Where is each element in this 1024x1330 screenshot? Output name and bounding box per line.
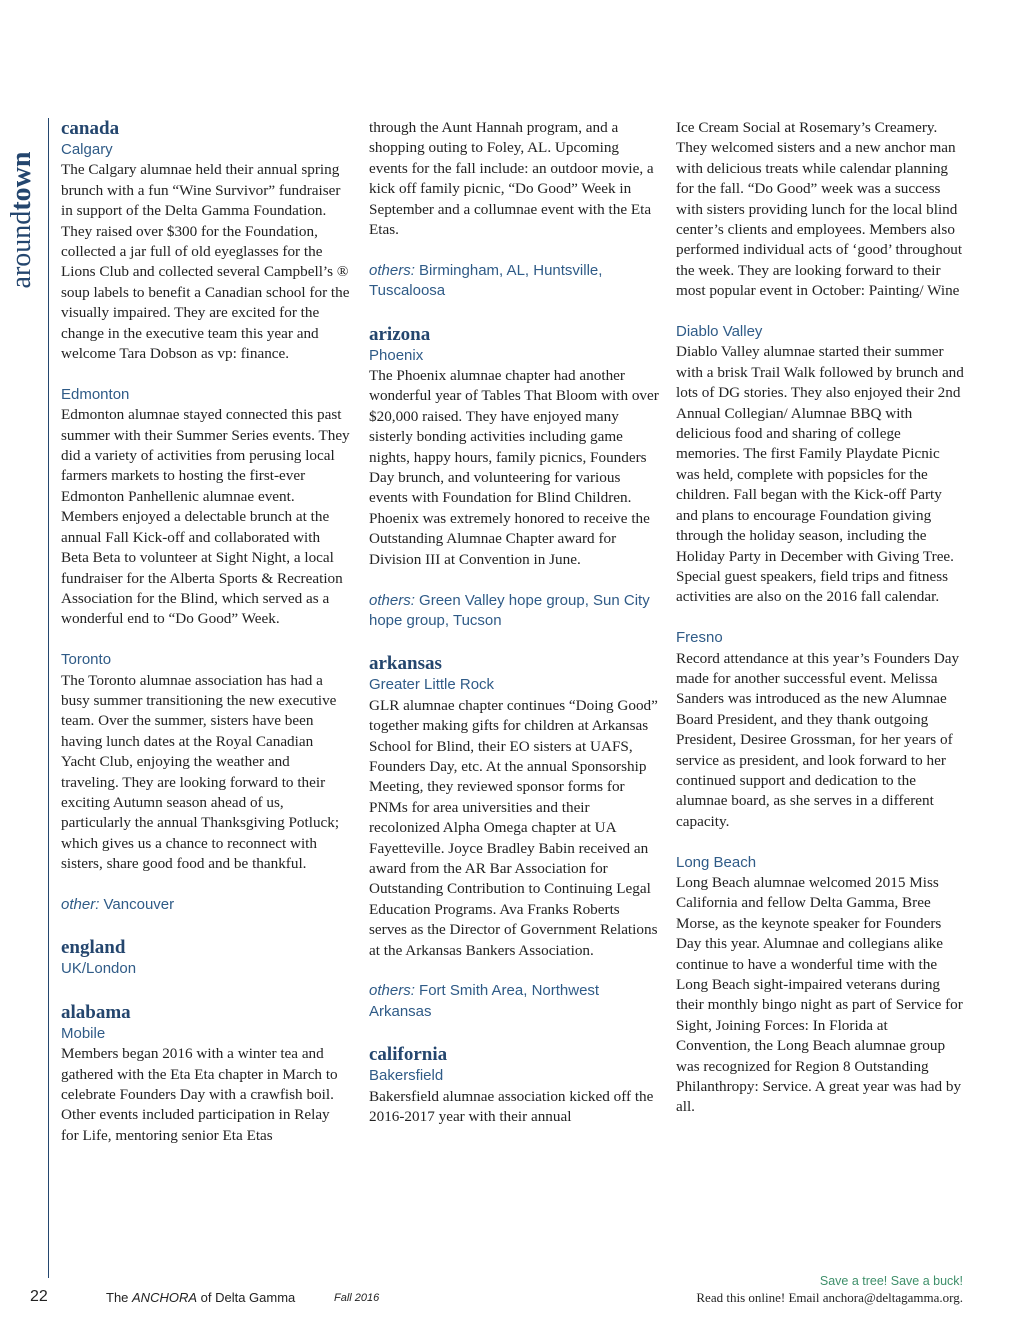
column-1 bbox=[61, 118, 351, 1146]
magazine-title-suffix: of Delta Gamma bbox=[197, 1290, 296, 1305]
section-title-vertical bbox=[0, 120, 44, 320]
long-beach-body: Long Beach alumnae welcomed 2015 Miss California and fellow Delta Gamma, Bree Morse, as the keynote speaker for Founders Day this year. Alumnae and collegians alike continue to have a wonderful time with the Long Beach sight-impaired veterans during their monthly bingo night as part of Service for Sight, Joining Forces: In Florida at Convention, the Long Beach alumnae group was recognized for Region 8 Outstanding Philanthropy: Service. A great year was had by all. bbox=[676, 873, 963, 1116]
state-heading-arizona: arizona bbox=[369, 323, 431, 345]
mobile-body-continued: through the Aunt Hannah program, and a shopping outing to Foley, AL. Upcoming events for the fall include: an outdoor movie, a kick off family picnic, “Do Good” Week in September and a collumnae event with the Eta Etas. bbox=[369, 119, 654, 239]
arizona-others-value: Green Valley hope group, Sun City hope group, Tucson bbox=[369, 591, 650, 629]
arkansas-others-value: Fort Smith Area, Northwest Arkansas bbox=[369, 982, 600, 1020]
alabama-others bbox=[369, 261, 659, 302]
city-heading-bakersfield: Bakersfield bbox=[369, 1067, 444, 1085]
bakersfield-body-continued: Ice Cream Social at Rosemary’s Creamery. They welcomed sisters and a new anchor man with delicious treats while calendar planning for the fall. “Do Good” week was a success with sisters providing lunch for the local blind center’s clients and employees. Members also performed individual acts of ‘good’ throughout the week. They are looking forward to their most popular event in October: Painting/ Wine bbox=[676, 119, 963, 300]
canada-others-label: other: bbox=[61, 895, 100, 913]
mobile-body: Members began 2016 with a winter tea and gathered with the Eta Eta chapter in March to celebrate Founders Day with a crawfish boil. Other events included participation in Relay for Life, mentoring senior Eta Etas bbox=[61, 1045, 338, 1144]
save-tree-tagline: Save a tree! Save a buck! bbox=[819, 1274, 963, 1288]
issue-label: Fall 2016 bbox=[334, 1292, 380, 1304]
city-heading-calgary: Calgary bbox=[61, 141, 113, 158]
state-heading-california: california bbox=[369, 1044, 448, 1066]
state-heading-alabama: alabama bbox=[61, 1001, 131, 1023]
arkansas-others bbox=[369, 981, 659, 1022]
city-heading-mobile: Mobile bbox=[61, 1024, 106, 1042]
magazine-title-prefix: The bbox=[106, 1290, 133, 1305]
city-heading-toronto: Toronto bbox=[61, 651, 112, 669]
calgary-body: The Calgary alumnae held their annual spring brunch with a fun “Wine Survivor” fundraiser in support of the Delta Gamma Foundation. They raised over $300 for the Foundation, collected a jar full of old eyeglasses for the Lions Club and collected several Campbell’s ® soup labels to benefit a Canadian school for the visually impaired. They are excited for the change in the executive team this year and welcome Tara Dobson as vp: finance. bbox=[61, 161, 350, 363]
magazine-title bbox=[106, 1290, 295, 1305]
arkansas-others-label: others: bbox=[369, 982, 415, 1000]
diablo-valley-body: Diablo Valley alumnae started their summer with a brisk Trail Walk followed by brunch and lots of DG stories. They also enjoyed their 2nd Annual Collegian/ Alumnae BBQ with delicious food and sharing of college memories. The first Family Playdate Picnic was held, complete with popsicles for the children. Fall began with the Kick-off Party and plans to encourage Foundation giving through the holiday season, including the Holiday Party in December with Giving Tree. Special guest speakers, field trips and fitness activities are also on the 2016 fall calendar. bbox=[676, 343, 964, 606]
edmonton-body: Edmonton alumnae stayed connected this past summer with their Summer Series events. They did a variety of activities from perusing local farmers markets to hosting the first-ever Edmonton Panhellenic alumnae event. Members enjoyed a delectable brunch at the annual Fall Kick-off and collaborated with Beta Beta to volunteer at Sight Night, a local fundraiser for the Alberta Sports & Recreation Association for the Blind, which served as a wonderful end to “Do Good” Week. bbox=[61, 406, 350, 628]
column-2 bbox=[369, 118, 659, 1127]
alabama-others-label: others: bbox=[369, 261, 415, 279]
city-heading-edmonton: Edmonton bbox=[61, 385, 130, 403]
bakersfield-body: Bakersfield alumnae association kicked off the 2016-2017 year with their annual bbox=[369, 1087, 654, 1126]
state-heading-arkansas: arkansas bbox=[369, 653, 442, 675]
phoenix-body: The Phoenix alumnae chapter had another wonderful year of Tables That Bloom with over $20,000 raised. They have enjoyed many sisterly bonding activities including game nights, happy hours, family picnics, Founders Day brunch, and volunteering for various events with Foundation for Blind Children. Phoenix was extremely honored to receive the Outstanding Alumnae Chapter award for Division III at Convention in June. bbox=[369, 367, 659, 568]
canada-others-value: Vancouver bbox=[99, 895, 175, 913]
arizona-others-label: others: bbox=[369, 591, 415, 609]
section-title-light: around bbox=[6, 210, 37, 289]
column-3 bbox=[676, 118, 966, 1118]
alabama-others-value: Birmingham, AL, Huntsville, Tuscaloosa bbox=[369, 261, 603, 300]
city-heading-fresno: Fresno bbox=[676, 629, 723, 647]
city-heading-long-beach: Long Beach bbox=[676, 853, 757, 871]
state-heading-canada: canada bbox=[61, 118, 120, 139]
city-heading-little-rock: Greater Little Rock bbox=[369, 676, 495, 694]
little-rock-body: GLR alumnae chapter continues “Doing Good” together making gifts for children at Arkansas School for Blind, their EO sisters at UAFS, Founders Day, etc. At the annual Sponsorship Meeting, they reviewed sponsor forms for PNMs for area universities and their recolonized Alpha Omega chapter at UA Fayetteville. Joyce Bradley Babin received an award from the AR Bar Association for Outstanding Contribution to Continuing Legal Education Programs. Ava Franks Roberts serves as the Director of Government Relations at the Arkansas Bankers Association. bbox=[369, 696, 658, 959]
arizona-others bbox=[369, 591, 659, 632]
fresno-body: Record attendance at this year’s Founders Day made for another successful event. Melissa Sanders was introduced as the new Alumnae Board President, and they thank outgoing President, Desiree Grossman, for her years of service as president, and look forward to her continued support and dedication to the alumnae board, as she serves in a different capacity. bbox=[676, 649, 960, 830]
read-online-note: Read this online! Email anchora@deltagamma.org. bbox=[696, 1290, 963, 1305]
state-heading-england: england bbox=[61, 937, 126, 959]
canada-others bbox=[61, 895, 351, 915]
city-heading-london: UK/London bbox=[61, 960, 137, 978]
city-heading-phoenix: Phoenix bbox=[369, 346, 424, 364]
page-footer bbox=[0, 1270, 1024, 1330]
city-heading-diablo-valley: Diablo Valley bbox=[676, 323, 763, 341]
toronto-body: The Toronto alumnae association has had a busy summer transitioning the new executive team. Over the summer, sisters have been having lunch dates at the Royal Canadian Yacht Club, enjoying the weather and traveling. They are looking forward to their exciting Autumn season ahead of us, particularly the annual Thanksgiving Potluck; which gives us a chance to reconnect with sisters, share good food and be thankful. bbox=[61, 671, 340, 873]
section-title-text bbox=[6, 152, 38, 289]
magazine-title-name: ANCHORA bbox=[132, 1290, 198, 1305]
section-title-bold: town bbox=[6, 151, 37, 211]
vertical-divider-rule bbox=[48, 118, 49, 1278]
page-number: 22 bbox=[30, 1288, 48, 1305]
